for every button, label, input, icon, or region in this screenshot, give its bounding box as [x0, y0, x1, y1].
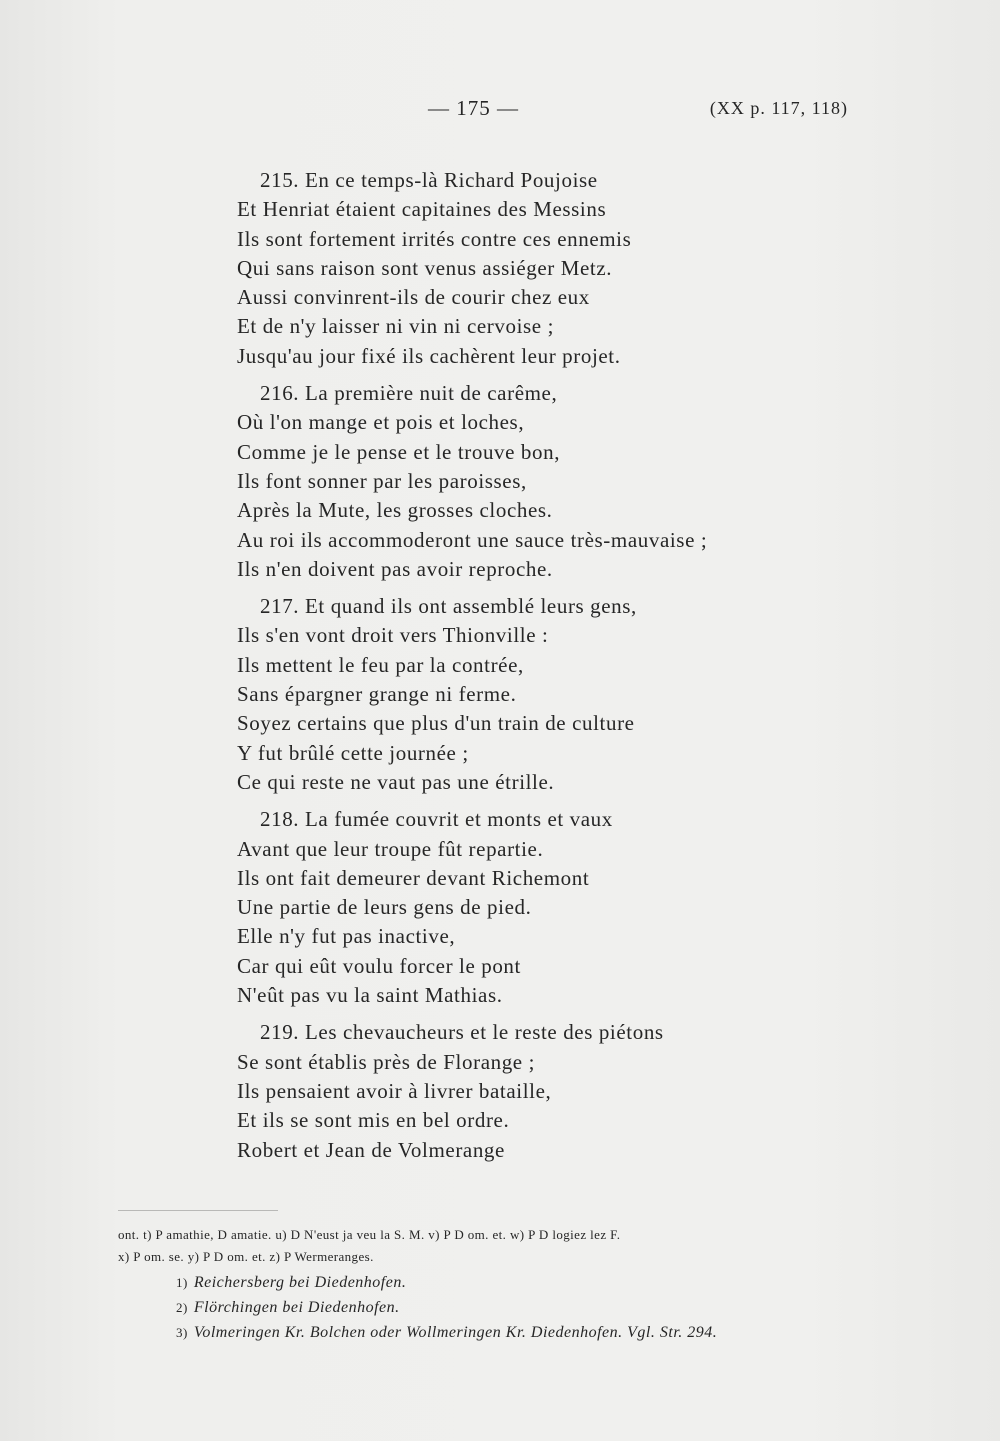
verse-line: Qui sans raison sont venus assiéger Metz.: [237, 255, 613, 280]
verse-line: 218. La fumée couvrit et monts et vaux: [260, 807, 613, 832]
verse-line: Où l'on mange et pois et loches,: [237, 410, 525, 435]
verse-line: Au roi ils accommoderont une sauce très-mauvaise ;: [237, 527, 708, 552]
verse-line: N'eût pas vu la saint Mathias.: [237, 983, 503, 1008]
footnote-marker: 2): [176, 1300, 188, 1315]
stanza: [237, 379, 797, 584]
stanza: [237, 592, 797, 797]
verse-line: Avant que leur troupe fût repartie.: [237, 836, 544, 861]
verse-line: Et Henriat étaient capitaines des Messins: [237, 197, 607, 222]
verse-line: 217. Et quand ils ont assemblé leurs gens,: [260, 594, 637, 619]
verse-line: Ils pensaient avoir à livrer bataille,: [237, 1078, 552, 1103]
footnote-text: Volmeringen Kr. Bolchen oder Wollmeringen Kr. Diedenhofen. Vgl. Str. 294.: [193, 1324, 718, 1341]
variant-line: ont. t) P amathie, D amatie. u) D N'eust ja veu la S. M. v) P D om. et. w) P D logiez lez F.: [118, 1227, 621, 1242]
verse-line: Jusqu'au jour fixé ils cachèrent leur projet.: [237, 343, 621, 368]
verse-line: Et de n'y laisser ni vin ni cervoise ;: [237, 314, 555, 339]
verse-line: Ils ont fait demeurer devant Richemont: [237, 865, 590, 890]
verse-line: Elle n'y fut pas inactive,: [237, 924, 456, 949]
footnote-marker: 1): [176, 1275, 188, 1290]
footnote-divider: [118, 1210, 278, 1211]
verse-line: Ils font sonner par les paroisses,: [237, 468, 527, 493]
verse-line: Car qui eût voulu forcer le pont: [237, 953, 521, 978]
verse-line: Ils mettent le feu par la contrée,: [237, 652, 524, 677]
verse-line: Sans épargner grange ni ferme.: [237, 682, 517, 707]
page-number: — 175 —: [428, 96, 519, 120]
verse-line: 216. La première nuit de carême,: [260, 381, 558, 406]
verse-line: 219. Les chevaucheurs et le reste des piétons: [260, 1020, 664, 1045]
verse-line: Soyez certains que plus d'un train de culture: [237, 711, 635, 736]
verse-line: 215. En ce temps-là Richard Poujoise: [260, 168, 598, 192]
footnote-text: Flörchingen bei Diedenhofen.: [193, 1299, 400, 1316]
footnote: [176, 1320, 876, 1345]
verse-line: Y fut brûlé cette journée ;: [237, 740, 469, 765]
verse-line: Ils sont fortement irrités contre ces ennemis: [237, 226, 632, 251]
section-reference: (XX p. 117, 118): [709, 98, 848, 118]
stanza: [237, 1018, 797, 1164]
page-header: [0, 96, 1000, 126]
verse-line: Ils s'en vont droit vers Thionville :: [237, 623, 549, 648]
stanza: [237, 166, 797, 371]
verse-line: Ce qui reste ne vaut pas une étrille.: [237, 769, 555, 794]
verse-line: Et ils se sont mis en bel ordre.: [237, 1108, 510, 1133]
verse-line: Se sont établis près de Florange ;: [237, 1049, 536, 1074]
variant-line: x) P om. se. y) P D om. et. z) P Wermeranges.: [118, 1249, 374, 1264]
footnote: [176, 1295, 876, 1320]
verse-line: Aussi convinrent-ils de courir chez eux: [237, 285, 590, 310]
footnote: [176, 1270, 876, 1295]
variant-readings: [118, 1224, 858, 1268]
verse-line: Comme je le pense et le trouve bon,: [237, 439, 561, 464]
footnote-marker: 3): [176, 1325, 188, 1340]
footnote-text: Reichersberg bei Diedenhofen.: [193, 1274, 407, 1291]
footnotes: [176, 1270, 876, 1345]
verse-line: Robert et Jean de Volmerange: [237, 1137, 505, 1162]
stanza: [237, 805, 797, 1010]
verse-line: Ils n'en doivent pas avoir reproche.: [237, 556, 553, 581]
verse-line: Une partie de leurs gens de pied.: [237, 895, 532, 920]
verse-line: Après la Mute, les grosses cloches.: [237, 498, 553, 523]
poem-body: [237, 166, 797, 1173]
